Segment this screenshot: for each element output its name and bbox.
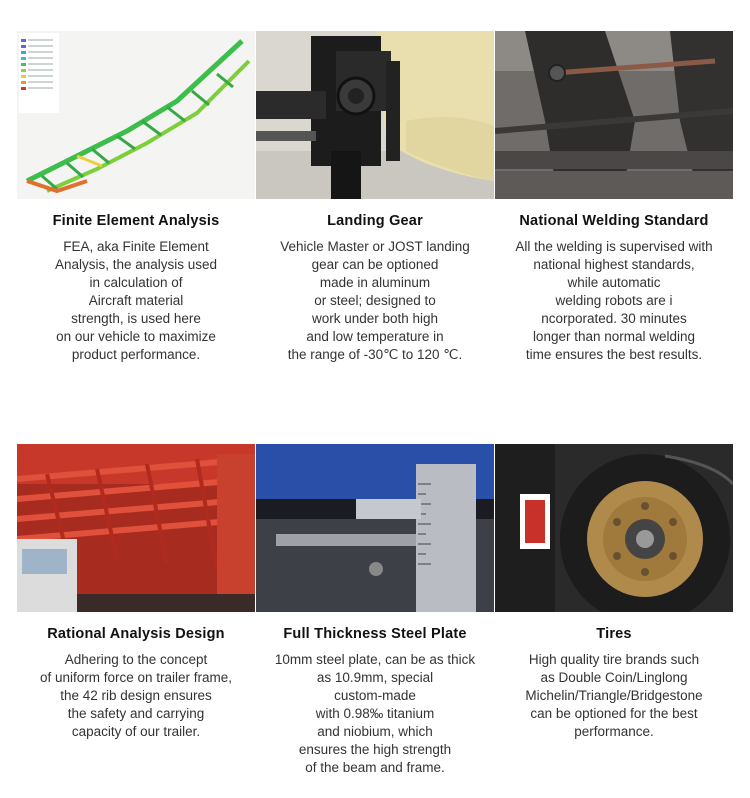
feature-title: Landing Gear [327,213,423,229]
caliper-measurement-image [256,444,494,612]
feature-description: 10mm steel plate, can be as thick as 10.9mm, special custom-made with 0.98‰ titanium and niobium, which ensures the high strength of the beam and frame. [274,652,476,775]
fea-simulation-image [17,31,255,199]
feature-title: Rational Analysis Design [47,626,225,642]
feature-title: Tires [596,626,632,642]
feature-description: All the welding is supervised with national highest standards, while automatic welding robots are i ncorporated. 30 minutes longer than normal welding time ensures the best results. [515,239,713,362]
welding-image [495,31,733,199]
landing-gear-image [256,31,494,199]
feature-title: National Welding Standard [519,213,709,229]
feature-description: Vehicle Master or JOST landing gear can be optioned made in aluminum or steel; designed to work under both high and low temperature in the range of -30℃ to 120 ℃. [280,239,470,362]
feature-description: High quality tire brands such as Double Coin/Linglong Michelin/Triangle/Bridgestone can be optioned for the best performance. [525,652,703,739]
tire-image [495,444,733,612]
feature-title: Full Thickness Steel Plate [283,626,467,642]
trailer-frame-image [17,444,255,612]
feature-description: FEA, aka Finite Element Analysis, the analysis used in calculation of Aircraft material strength, is used here on our vehicle to maximize product performance. [54,239,218,362]
feature-title: Finite Element Analysis [52,213,220,229]
feature-description: Adhering to the concept of uniform force on trailer frame, the 42 rib design ensures the safety and carrying capacity of our trailer. [39,652,233,739]
